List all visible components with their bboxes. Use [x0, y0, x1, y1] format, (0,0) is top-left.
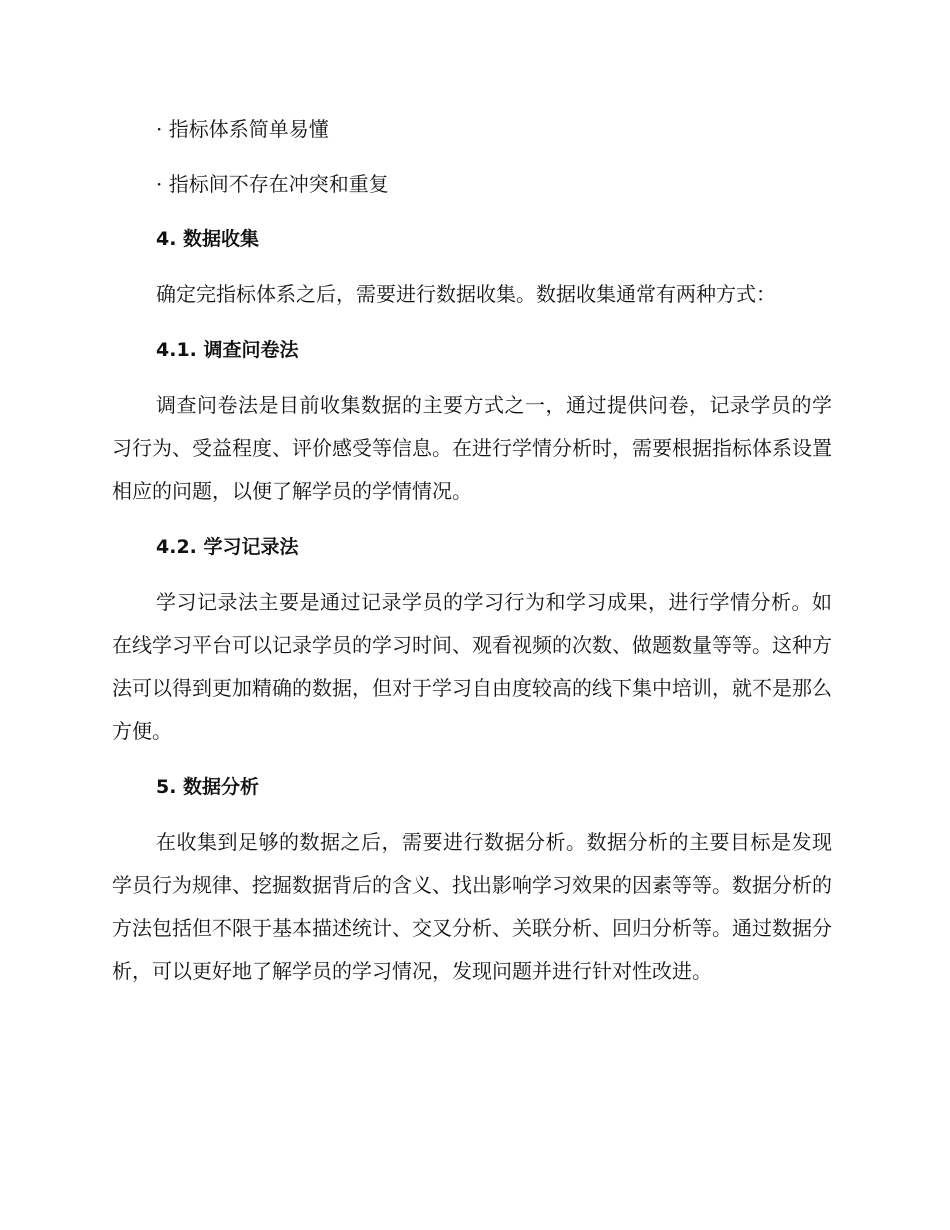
section-4-1-body: 调查问卷法是目前收集数据的主要方式之一，通过提供问卷，记录学员的学习行为、受益程度、评价感受等信息。在进行学情分析时，需要根据指标体系设置相应的问题，以便了解学员的学情情况。: [112, 393, 832, 503]
bullet-item-no-conflict: · 指标间不存在冲突和重复: [156, 172, 389, 196]
section-5-heading: 5. 数据分析: [156, 776, 260, 798]
document-body: [112, 108, 832, 1006]
bullet-item-simple-indicators: · 指标体系简单易懂: [156, 117, 329, 141]
section-4-2-body: 学习记录法主要是通过记录学员的学习行为和学习成果，进行学情分析。如在线学习平台可以记录学员的学习时间、观看视频的次数、做题数量等等。这种方法可以得到更加精确的数据，但对于学习自由度较高的线下集中培训，就不是那么方便。: [112, 590, 832, 743]
section-4-heading: 4. 数据收集: [156, 228, 260, 250]
section-4-2-heading: 4.2. 学习记录法: [156, 536, 299, 558]
section-4-1-heading: 4.1. 调查问卷法: [156, 339, 299, 361]
section-4-intro: 确定完指标体系之后，需要进行数据收集。数据收集通常有两种方式：: [156, 282, 776, 306]
section-5-body: 在收集到足够的数据之后，需要进行数据分析。数据分析的主要目标是发现学员行为规律、挖掘数据背后的含义、找出影响学习效果的因素等等。数据分析的方法包括但不限于基本描述统计、交叉分析、关联分析、回归分析等。通过数据分析，可以更好地了解学员的学习情况，发现问题并进行针对性改进。: [112, 830, 832, 983]
